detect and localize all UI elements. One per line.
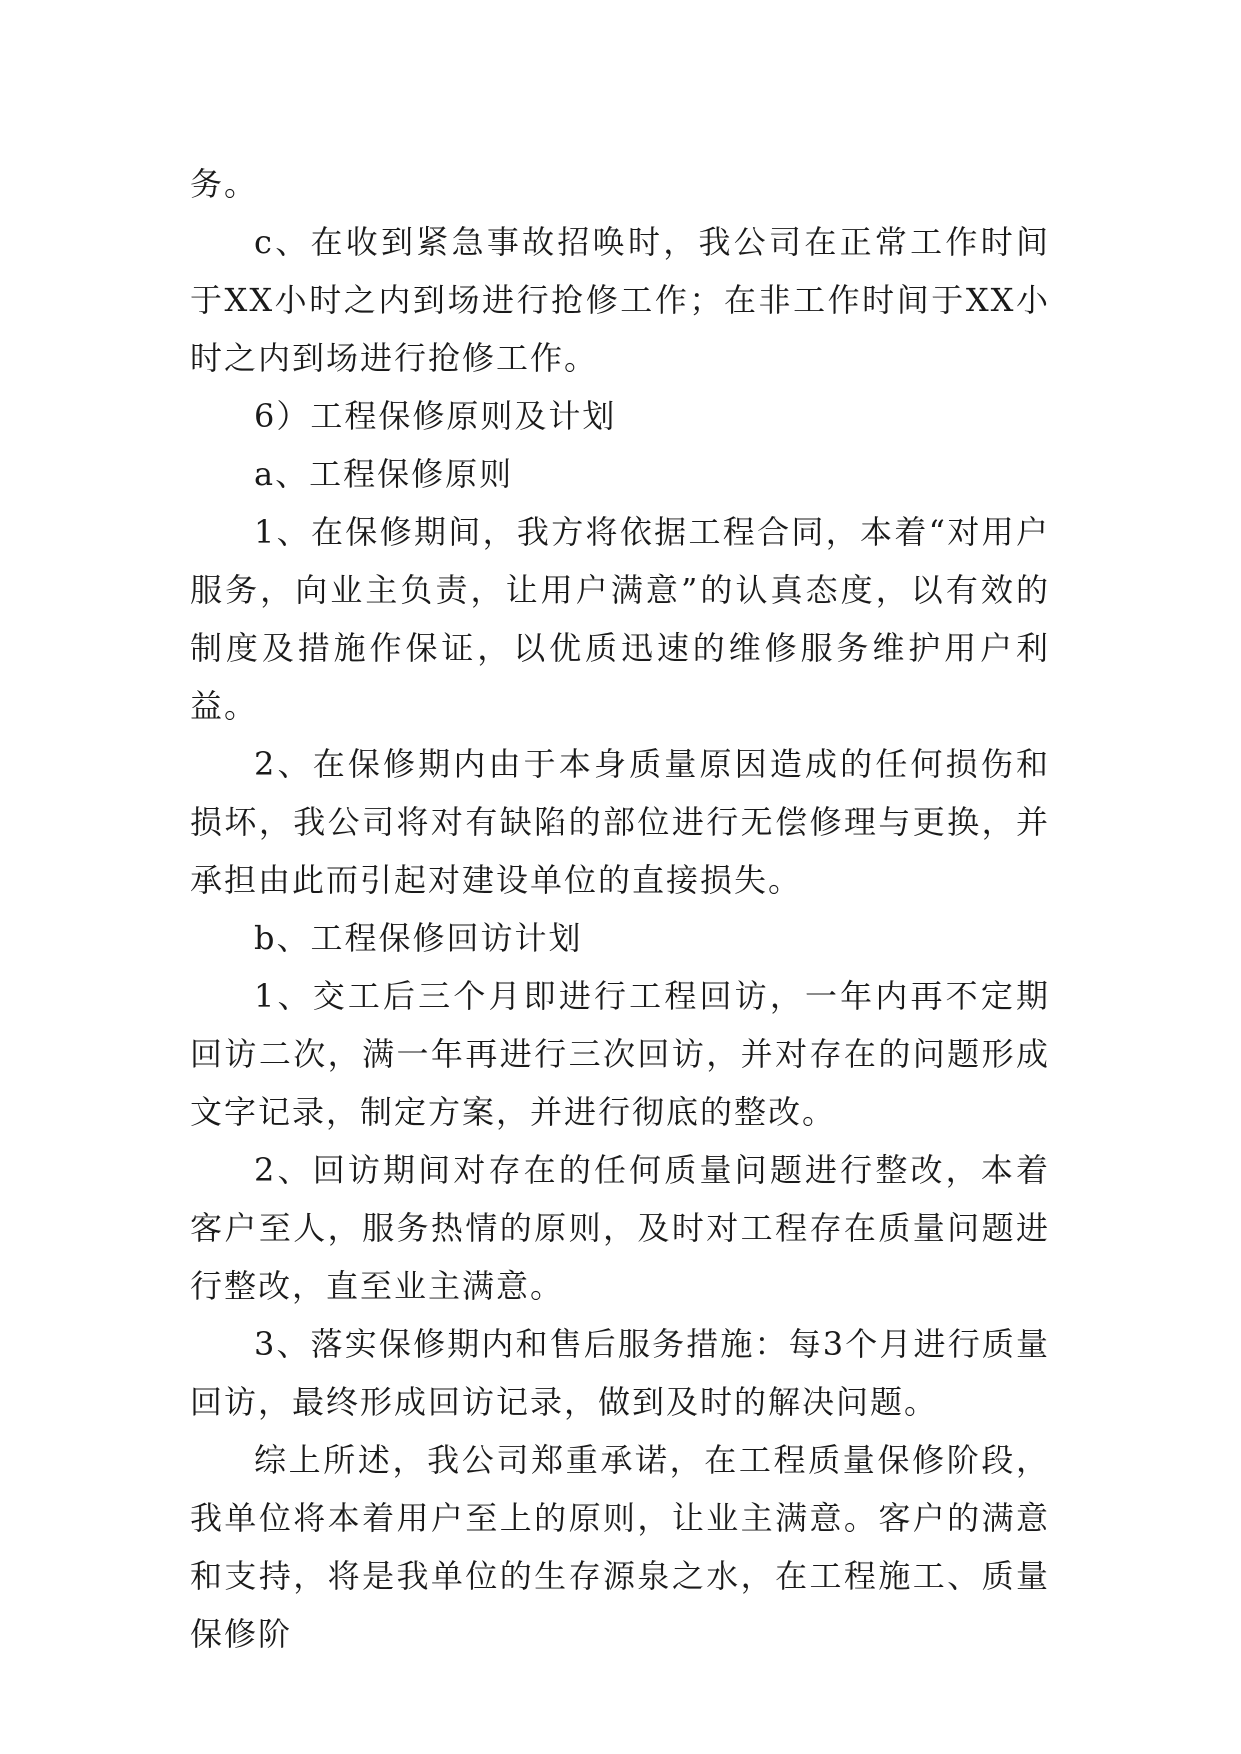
paragraph-summary: 综上所述，我公司郑重承诺，在工程质量保修阶段，我单位将本着用户至上的原则，让业主满意。客户的满意和支持，将是我单位的生存源泉之水，在工程施工、质量保修阶 — [190, 1441, 1050, 1653]
paragraph-principle-1: 1、在保修期间，我方将依据工程合同，本着“对用户服务，向业主负责，让用户满意”的认真态度，以有效的制度及措施作保证，以优质迅速的维修服务维护用户利益。 — [190, 513, 1050, 725]
paragraph-principle-2: 2、在保修期内由于本身质量原因造成的任何损伤和损坏，我公司将对有缺陷的部位进行无偿修理与更换，并承担由此而引起对建设单位的直接损失。 — [190, 745, 1050, 899]
paragraph-continuation: 务。 — [190, 165, 259, 203]
subheading-warranty-principles: a、工程保修原则 — [254, 455, 514, 493]
paragraph-revisit-2: 2、回访期间对存在的任何质量问题进行整改，本着客户至人，服务热情的原则，及时对工程存在质量问题进行整改，直至业主满意。 — [190, 1151, 1050, 1305]
document-body — [190, 155, 1050, 1663]
section-heading-warranty: 6）工程保修原则及计划 — [254, 397, 617, 435]
paragraph-revisit-1: 1、交工后三个月即进行工程回访，一年内再不定期回访二次，满一年再进行三次回访，并对存在的问题形成文字记录，制定方案，并进行彻底的整改。 — [190, 977, 1050, 1131]
paragraph-emergency-response: c、在收到紧急事故招唤时，我公司在正常工作时间于XX小时之内到场进行抢修工作；在非工作时间于XX小时之内到场进行抢修工作。 — [190, 223, 1050, 377]
subheading-revisit-plan: b、工程保修回访计划 — [254, 919, 583, 957]
paragraph-revisit-3: 3、落实保修期内和售后服务措施：每3个月进行质量回访，最终形成回访记录，做到及时的解决问题。 — [190, 1325, 1050, 1421]
